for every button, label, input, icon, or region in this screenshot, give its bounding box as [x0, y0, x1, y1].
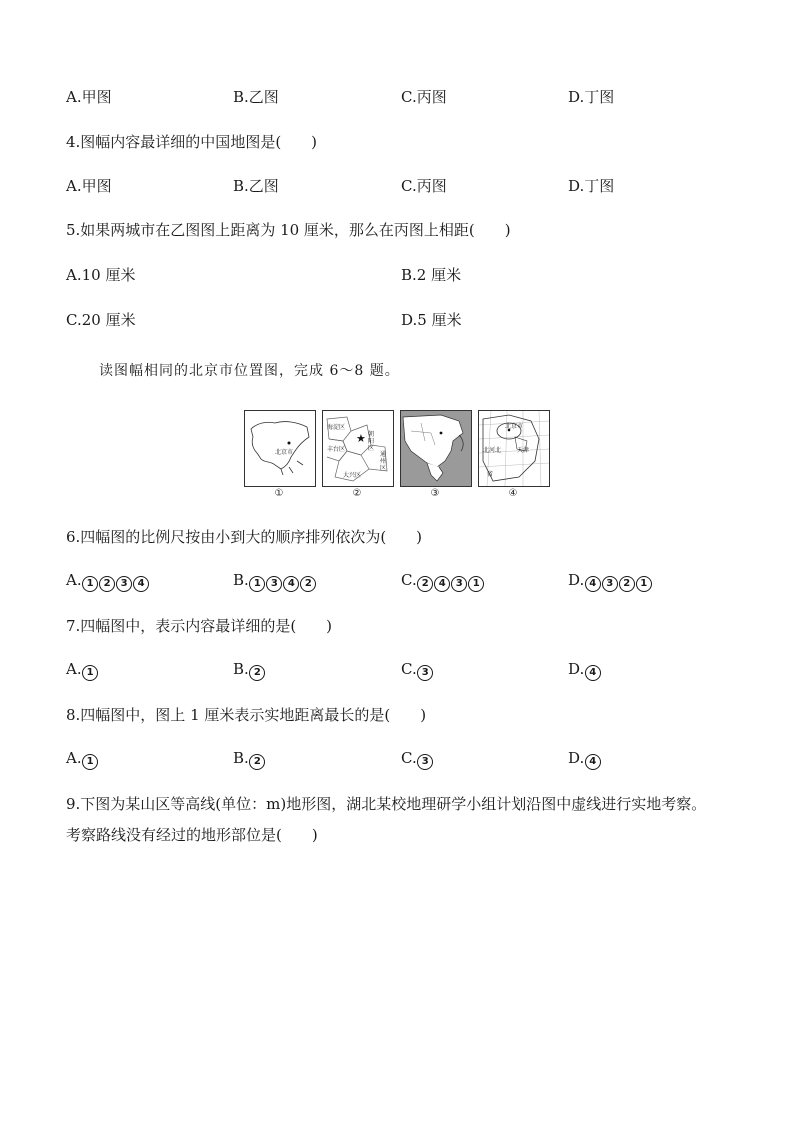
- option-letter: A.: [66, 571, 82, 589]
- q5-option-d[interactable]: D.5 厘米: [401, 311, 462, 329]
- q8-option-a[interactable]: [66, 749, 99, 770]
- circled-number: 1: [249, 576, 265, 592]
- q8-stem: 8.四幅图中，图上 1 厘米表示实地距离最长的是( ): [66, 706, 427, 724]
- q6-option-a[interactable]: [66, 571, 150, 592]
- q3-option-b[interactable]: B.乙图: [233, 88, 279, 106]
- panel-label: ②: [352, 488, 362, 499]
- circled-number: 1: [636, 576, 652, 592]
- q7-stem: 7.四幅图中，表示内容最详细的是( ): [66, 617, 333, 635]
- q6-option-c[interactable]: [401, 571, 485, 592]
- circled-number: 1: [82, 665, 98, 681]
- q5-stem: 5.如果两城市在乙图图上距离为 10 厘米，那么在丙图上相距( ): [66, 221, 511, 239]
- option-letter: A.: [66, 660, 82, 678]
- group-intro: 读图幅相同的北京市位置图，完成 6～8 题。: [99, 363, 400, 379]
- circled-number: 1: [82, 754, 98, 770]
- option-letter: A.: [66, 749, 82, 767]
- q7-option-d[interactable]: [568, 660, 601, 681]
- option-letter: C.: [401, 571, 417, 589]
- q5-option-a[interactable]: A.10 厘米: [66, 266, 136, 284]
- map-4-label: 天津: [517, 447, 530, 454]
- map-2-label: 通州区: [380, 451, 387, 472]
- map-4-label: 北京市: [505, 423, 524, 430]
- q4-option-b[interactable]: B.乙图: [233, 177, 279, 195]
- map-4-label: 省: [487, 471, 494, 478]
- q9-stem-line2: 考察路线没有经过的地形部位是( ): [66, 826, 318, 844]
- map-2-label: 丰台区: [327, 446, 346, 453]
- option-letter: D.: [568, 749, 585, 767]
- circled-number: 4: [585, 754, 601, 770]
- circled-number: 1: [468, 576, 484, 592]
- option-letter: C.: [401, 660, 417, 678]
- q6-option-d[interactable]: [568, 571, 652, 592]
- map-2: [322, 410, 394, 487]
- circled-number: 3: [417, 754, 433, 770]
- circled-number: 1: [82, 576, 98, 592]
- q5-option-b[interactable]: B.2 厘米: [401, 266, 462, 284]
- q8-option-c[interactable]: [401, 749, 434, 770]
- q7-option-b[interactable]: [233, 660, 266, 681]
- option-letter: D.: [568, 660, 585, 678]
- option-letter: D.: [568, 571, 585, 589]
- q3-option-d[interactable]: D.丁图: [568, 88, 615, 106]
- map-3-east-asia: [401, 411, 471, 486]
- map-1: [244, 410, 316, 487]
- circled-number: 2: [249, 754, 265, 770]
- map-1-label: 北京市: [275, 449, 294, 456]
- circled-number: 3: [602, 576, 618, 592]
- q3-option-c[interactable]: C.丙图: [401, 88, 447, 106]
- panel-label: ④: [508, 488, 518, 499]
- beijing-location-maps: [244, 410, 550, 500]
- circled-number: 3: [266, 576, 282, 592]
- q6-stem: 6.四幅图的比例尺按由小到大的顺序排列依次为( ): [66, 528, 423, 546]
- panel-label: ③: [430, 488, 440, 499]
- q4-option-d[interactable]: D.丁图: [568, 177, 615, 195]
- q6-option-b[interactable]: [233, 571, 317, 592]
- q4-stem: 4.图幅内容最详细的中国地图是( ): [66, 133, 318, 151]
- q3-option-a[interactable]: A.甲图: [66, 88, 112, 106]
- option-letter: B.: [233, 749, 249, 767]
- q8-option-b[interactable]: [233, 749, 266, 770]
- circled-number: 3: [451, 576, 467, 592]
- circled-number: 4: [133, 576, 149, 592]
- q5-option-c[interactable]: C.20 厘米: [66, 311, 136, 329]
- circled-number: 4: [585, 665, 601, 681]
- q4-option-c[interactable]: C.丙图: [401, 177, 447, 195]
- circled-number: 2: [99, 576, 115, 592]
- circled-number: 3: [116, 576, 132, 592]
- map-4: [478, 410, 550, 487]
- star-icon: ★: [356, 432, 366, 445]
- option-letter: B.: [233, 660, 249, 678]
- map-3: [400, 410, 472, 487]
- circled-number: 4: [585, 576, 601, 592]
- map-2-label: 朝阳区: [368, 431, 375, 452]
- q7-option-a[interactable]: [66, 660, 99, 681]
- q7-option-c[interactable]: [401, 660, 434, 681]
- circled-number: 2: [417, 576, 433, 592]
- map-2-label: 海淀区: [327, 424, 346, 431]
- option-letter: C.: [401, 749, 417, 767]
- map-4-label: 北河北: [483, 447, 502, 454]
- circled-number: 3: [417, 665, 433, 681]
- option-letter: B.: [233, 571, 249, 589]
- circled-number: 2: [249, 665, 265, 681]
- circled-number: 4: [434, 576, 450, 592]
- circled-number: 4: [283, 576, 299, 592]
- q9-stem-line1: 9.下图为某山区等高线(单位：m)地形图，湖北某校地理研学小组计划沿图中虚线进行实地考察。: [66, 795, 707, 813]
- map-2-label: 大兴区: [343, 472, 362, 479]
- circled-number: 2: [300, 576, 316, 592]
- q8-option-d[interactable]: [568, 749, 601, 770]
- q4-option-a[interactable]: A.甲图: [66, 177, 112, 195]
- panel-label: ①: [274, 488, 284, 499]
- circled-number: 2: [619, 576, 635, 592]
